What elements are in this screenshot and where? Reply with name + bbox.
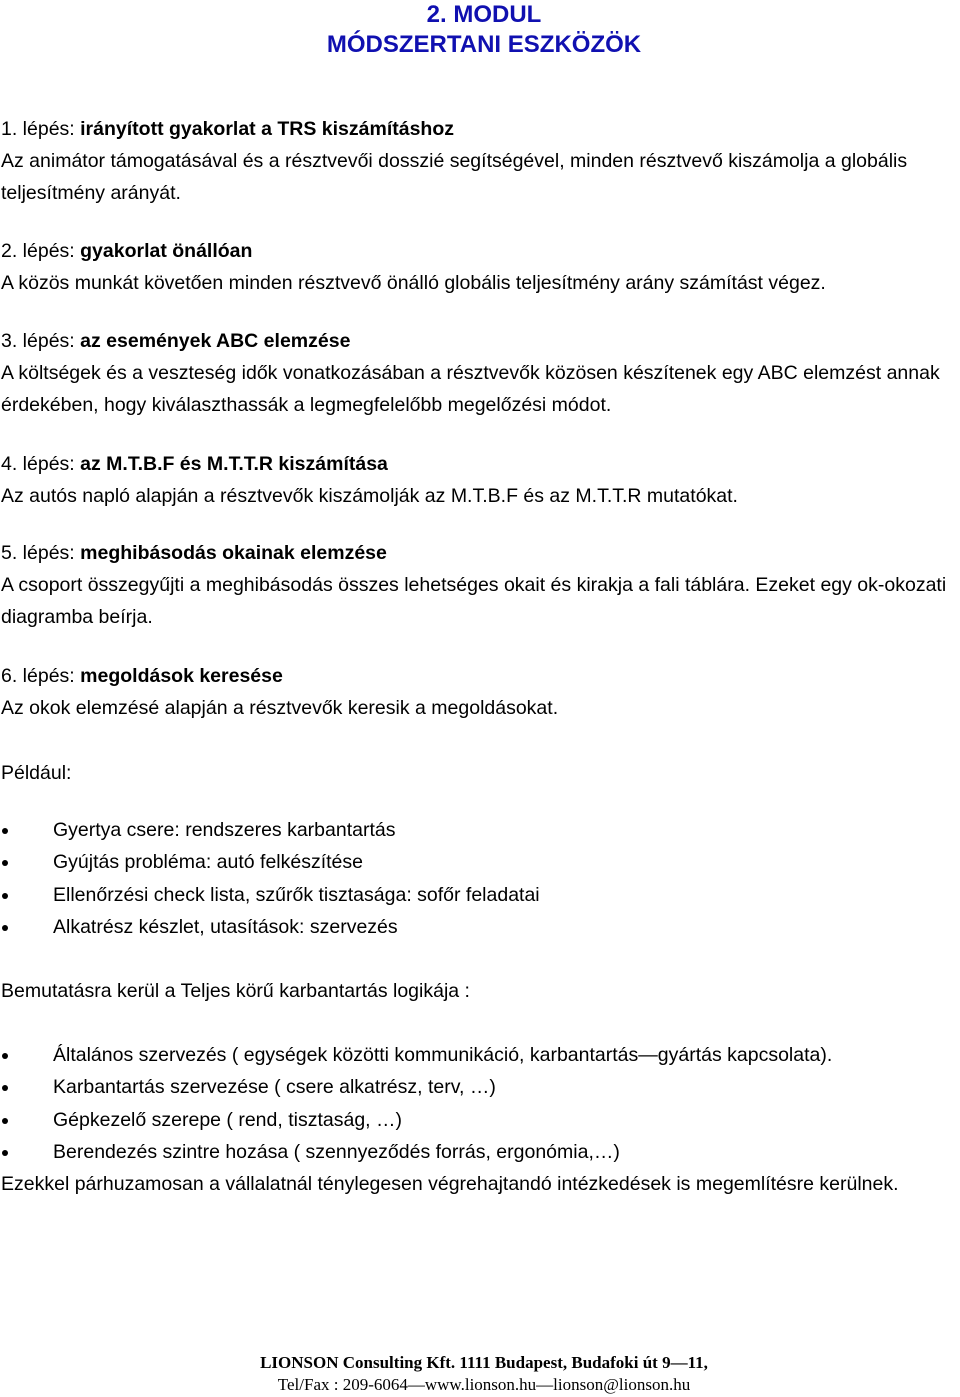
list-item-text: Gyertya csere: rendszeres karbantartás: [53, 819, 396, 841]
step-body: Az autós napló alapján a résztvevők kiszámolják az M.T.B.F és az M.T.T.R mutatókat.: [1, 485, 738, 507]
step-title: meghibásodás okainak elemzése: [80, 542, 387, 564]
step-prefix: 2. lépés:: [1, 240, 81, 262]
step-prefix: 3. lépés:: [1, 330, 81, 352]
footer-company: LIONSON Consulting Kft. 1111 Budapest, Budafoki út 9—11,: [260, 1353, 708, 1372]
step-heading: [1, 325, 959, 357]
step-heading: [1, 448, 959, 480]
step-prefix: 5. lépés:: [1, 542, 81, 564]
step-body: A csoport összegyűjti a meghibásodás összes lehetséges okait és kirakja a fali táblára. Ezeket egy ok-okozati diagramba beírja.: [1, 574, 947, 628]
list-item: [0, 1039, 958, 1071]
list-item: [0, 814, 958, 846]
step-6: [1, 660, 959, 724]
bullet-icon: [2, 828, 8, 834]
list-item: [0, 911, 958, 943]
step-title: irányított gyakorlat a TRS kiszámításhoz: [80, 118, 454, 140]
bullet-icon: [2, 860, 8, 866]
step-prefix: 1. lépés:: [1, 118, 81, 140]
step-title: az M.T.B.F és M.T.T.R kiszámítása: [80, 453, 388, 475]
list-item-text: Ellenőrzési check lista, szűrők tisztasága: sofőr feladatai: [53, 883, 540, 906]
list-item-text: Általános szervezés ( egységek közötti kommunikáció, karbantartás—gyártás kapcsolata).: [53, 1044, 833, 1066]
examples-list: [0, 814, 958, 943]
step-heading: [1, 113, 959, 145]
step-prefix: 6. lépés:: [1, 665, 81, 687]
list-item: [0, 1136, 958, 1168]
step-heading: [1, 660, 959, 692]
footer-contact: Tel/Fax : 209-6064—www.lionson.hu—lionson@lionson.hu: [277, 1375, 691, 1394]
list-item: [0, 846, 958, 878]
step-body: A közös munkát követően minden résztvevő önálló globális teljesítmény arány számítást végez.: [1, 272, 826, 294]
list-item: [0, 1104, 958, 1136]
list-item-text: Gyújtás probléma: autó felkészítése: [53, 851, 363, 874]
step-2: [1, 235, 959, 299]
closing-paragraph: Ezekkel párhuzamosan a vállalatnál ténylegesen végrehajtandó intézkedések is megemlítésre kerülnek.: [1, 1173, 899, 1195]
bullet-icon: [2, 1085, 8, 1091]
list-item-text: Berendezés szintre hozása ( szennyeződés forrás, ergonómia,…): [53, 1140, 620, 1163]
step-heading: [1, 235, 959, 267]
list-item-text: Karbantartás szervezése ( csere alkatrész, terv, …): [53, 1076, 496, 1099]
step-heading: [1, 537, 959, 569]
step-title: megoldások keresése: [80, 665, 283, 687]
list-item-text: Alkatrész készlet, utasítások: szervezés: [53, 915, 398, 938]
step-title: gyakorlat önállóan: [80, 240, 253, 262]
tpm-list: [0, 1039, 958, 1168]
step-body: Az animátor támogatásával és a résztvevői dosszié segítségével, minden résztvevő kiszámolja a globális teljesítmény arányát.: [1, 150, 908, 204]
examples-label: Például:: [1, 762, 72, 784]
bullet-icon: [2, 893, 8, 899]
bullet-icon: [2, 1118, 8, 1124]
step-body: A költségek és a veszteség idők vonatkozásában a résztvevők közösen készítenek egy ABC elemzést annak érdekében, hogy kiválaszthassák a legmegfelelőbb megelőzési módot.: [1, 362, 940, 416]
step-5: [1, 537, 959, 633]
list-item-text: Gépkezelő szerepe ( rend, tisztaság, …): [53, 1108, 402, 1131]
step-1: [1, 113, 959, 209]
step-3: [1, 325, 959, 421]
list-item: [0, 879, 958, 911]
list-item: [0, 1071, 958, 1103]
module-title: [0, 0, 960, 60]
bullet-icon: [2, 925, 8, 931]
step-prefix: 4. lépés:: [1, 453, 81, 475]
step-4: [1, 448, 959, 512]
bullet-icon: [2, 1053, 8, 1059]
module-number: 2. MODUL: [426, 1, 542, 28]
module-name: MÓDSZERTANI ESZKÖZÖK: [326, 31, 642, 58]
step-body: Az okok elemzésé alapján a résztvevők keresik a megoldásokat.: [1, 697, 559, 719]
page-footer: [0, 1352, 960, 1396]
tpm-label: Bemutatásra kerül a Teljes körű karbantartás logikája :: [1, 980, 470, 1002]
bullet-icon: [2, 1150, 8, 1156]
step-title: az események ABC elemzése: [80, 330, 351, 352]
